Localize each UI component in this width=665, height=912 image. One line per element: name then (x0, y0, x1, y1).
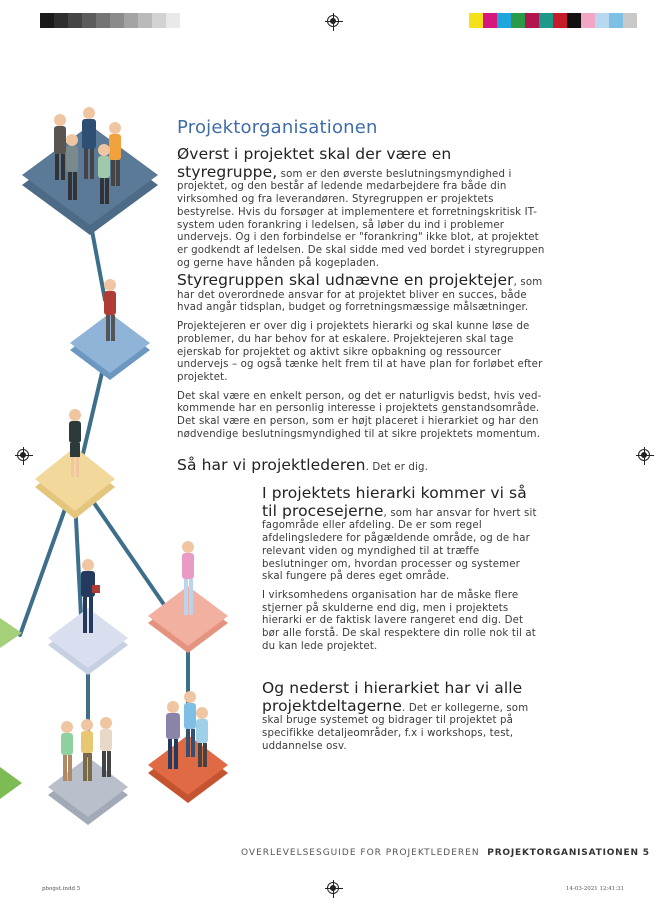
registration-mark-bottom (327, 882, 339, 894)
color-bar-left-swatch (166, 13, 180, 28)
color-bar-right-swatch (483, 13, 497, 28)
paragraph-project-owner-2: Projektejeren er over dig i projektets hierarki og skal kunne løse de problemer, du har behov for at eskalere. Projektejeren skal tage ejerskab for projektet og aktivt sikre opbakning og ressourcer undervejs – og også tænke helt frem til at have plan for forløbet efter projektet. (177, 321, 543, 383)
color-bar-right-swatch (595, 13, 609, 28)
section-project-owner (177, 272, 549, 447)
section-steering-group (177, 146, 549, 276)
color-bar-left-swatch (96, 13, 110, 28)
lead-process-owners: I projektets hierarki kommer vi så til procesejerne (262, 484, 527, 520)
people-participants-1 (61, 717, 112, 781)
color-bar-left-swatch (82, 13, 96, 28)
lead-participants: Og nederst i hierarkiet har vi alle projektdeltagerne (262, 679, 523, 715)
color-bar-left-swatch (54, 13, 68, 28)
color-bar-left-swatch (40, 13, 54, 28)
lead-project-manager: Så har vi projektlederen (177, 456, 366, 474)
color-bar-right-swatch (525, 13, 539, 28)
footer-section-title: PROJEKTORGANISATIONEN (487, 848, 639, 858)
color-bar-right-swatch (511, 13, 525, 28)
tile-project-manager (35, 447, 115, 519)
lead-project-owner: Styregruppen skal udnævne en projektejer (177, 271, 514, 289)
footer-guide-title: OVERLEVELSESGUIDE FOR PROJEKTLEDEREN (241, 848, 480, 858)
color-bar-right-swatch (623, 13, 637, 28)
color-bar-left-swatch (152, 13, 166, 28)
color-bar-right-swatch (539, 13, 553, 28)
section-participants (262, 680, 542, 760)
page-heading: Projektorganisationen (177, 117, 378, 138)
registration-mark-top (327, 15, 339, 27)
lead-steering-group: Øverst i projektet skal der være en styregruppe, (177, 145, 452, 181)
color-bar-left-swatch (68, 13, 82, 28)
color-bar-right-swatch (567, 13, 581, 28)
body-project-owner: , som har det overordnede ansvar for at projektet bliver en succes, både hvad angår tidsplan, budget og forretningsmæssige målsætninger. (177, 277, 543, 314)
color-bar-right-swatch (497, 13, 511, 28)
slug-file-name: pbogst.indd 5 (42, 886, 81, 892)
color-bar-right-swatch (609, 13, 623, 28)
paragraph-project-owner-3: Det skal være en enkelt person, og det er naturligvis bedst, hvis ved-kommende har en personlig interesse i projektets genstandsområde. Det skal være en person, som er højt placeret i hierarkiet og har den nødvendige beslutningsmyndighed til at sikre projektets momentum. (177, 390, 542, 440)
slug-timestamp: 14-03-2021 12:41:31 (566, 886, 625, 892)
section-project-manager (177, 457, 549, 481)
color-bar-right (469, 13, 637, 28)
color-bar-left-swatch (124, 13, 138, 28)
section-process-owners (262, 485, 542, 659)
tile-process-owner-1 (48, 608, 128, 675)
color-bar-left (40, 13, 180, 28)
color-bar-right-swatch (553, 13, 567, 28)
color-bar-left-swatch (110, 13, 124, 28)
footer-page-number: 5 (642, 848, 650, 858)
color-bar-left-swatch (138, 13, 152, 28)
body-participants: . Det er kollegerne, som skal bruge systemet og bidrager til projektet på specifikke detaljeområder, f.x i workshops, test, uddannelse osv. (262, 702, 529, 752)
color-bar-right-swatch (469, 13, 483, 28)
registration-mark-right (638, 449, 650, 461)
page-footer (241, 848, 650, 858)
body-project-manager: . Det er dig. (365, 462, 429, 473)
paragraph-process-owners-2: I virksomhedens organisation har de måske flere stjerner på skulderne end dig, men i projektets hierarki er de faktisk lavere rangeret end dig. Det bør alle forstå. De skal respektere din rolle nok til at du kan lede projektet. (262, 589, 536, 652)
body-steering-group: som er den øverste beslutningsmyndighed i projektet, og den består af ledende medarbejdere fra både din virksomhed og fra leverandøren. Styregruppen er projektets bestyrelse. Hvis du forsøger at implementere et forretningskritisk IT-system uden forankring i ledelsen, så løber du ind i problemer undervejs. Og i den forbindelse er "forankring" ikke blot, at projektet er godkendt af ledelsen. De skal sidde med ved bordet i styregruppen og gerne have hånden på kogepladen. (177, 168, 545, 269)
body-process-owners: , som har ansvar for hvert sit fagområde eller afdeling. De er som regel afdelingsledere for pågældende område, og de har relevant viden og myndighed til at træffe beslutninger om, hvordan processer og systemer skal fungere på deres eget område. (262, 507, 537, 583)
color-bar-right-swatch (581, 13, 595, 28)
